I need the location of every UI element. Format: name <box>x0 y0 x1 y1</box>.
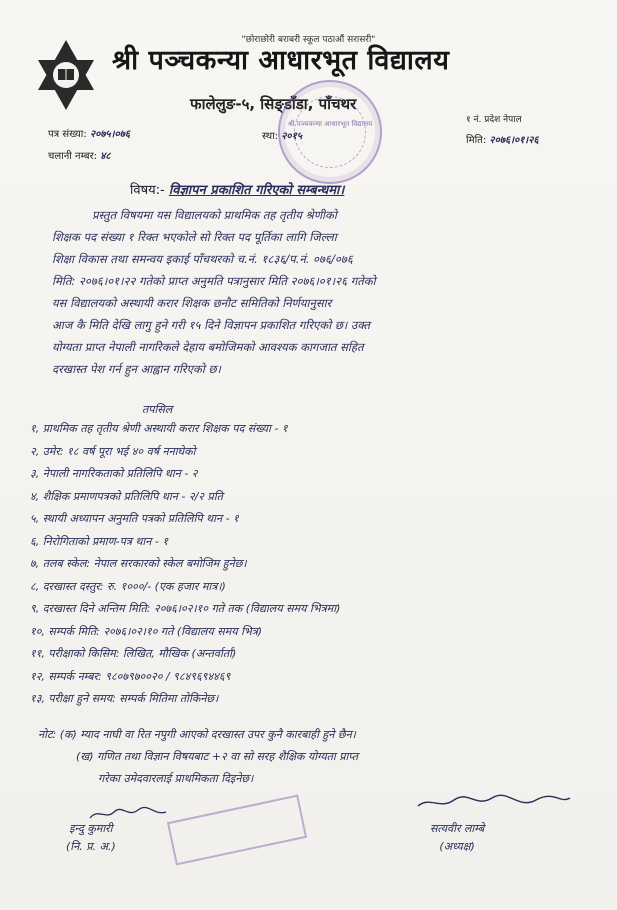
province: १ नं. प्रदेश नेपाल <box>466 115 522 125</box>
list-item: १३, परीक्षा हुने समय: सम्पर्क मितिमा तोकिनेछ। <box>30 692 219 705</box>
body-line: मिति: २०७६।०१।२२ गतेको प्राप्त अनुमति पत्रानुसार मिति २०७६।०१।२६ गतेको <box>52 274 376 288</box>
stamp-text: श्री पञ्चकन्या आधारभूत विद्यालय <box>287 120 373 128</box>
office-stamp <box>167 795 307 866</box>
letter-body <box>52 204 600 380</box>
body-line: शिक्षा विकास तथा समन्वय इकाई पाँचथरको च.नं. १८३६/प.नं. ०७६/०७६ <box>52 252 353 266</box>
list-item: ७, तलब स्केल: नेपाल सरकारको स्केल बमोजिम हुनेछ। <box>30 557 247 570</box>
right-signatory-name: सत्यवीर लाम्बे <box>430 822 485 835</box>
list-item: १, प्राथमिक तह तृतीय श्रेणी अस्थायी करार शिक्षक पद संख्या - १ <box>30 422 288 435</box>
established-value: २०१५ <box>281 131 303 142</box>
list-item: ५, स्थायी अध्यापन अनुमति पत्रको प्रतिलिपि थान - १ <box>30 512 239 525</box>
body-line: आज कै मिति देखि लागु हुने गरी १५ दिने विज्ञापन प्रकाशित गरिएको छ। उक्त <box>52 318 370 332</box>
left-signatory-name: इन्दु कुमारी <box>69 822 113 835</box>
list-item: ९, दरखास्त दिने अन्तिम मिति: २०७६।०२।१० गते तक (विद्यालय समय भित्रमा) <box>30 602 341 615</box>
body-line: दरखास्त पेश गर्न हुन आह्वान गरिएको छ। <box>52 362 221 376</box>
letter-date <box>466 132 539 146</box>
letter-number-value: २०७५।०७६ <box>89 129 131 140</box>
letter-number-label: पत्र संख्या: <box>48 129 87 140</box>
list-item: १०, सम्पर्क मिति: २०७६।०२।१० गते (विद्यालय समय भित्र) <box>30 624 263 638</box>
note-line: (ख) गणित तथा विज्ञान विषयबाट +२ वा सो सरह शैक्षिक योग्यता प्राप्त <box>76 750 359 763</box>
dispatch-number <box>48 148 111 162</box>
subject-label: विषय:- <box>130 183 165 198</box>
list-item: ४, शैक्षिक प्रमाणपत्रको प्रतिलिपि थान - २/२ प्रति <box>30 489 223 503</box>
list-item: २, उमेर: १८ वर्ष पूरा भई ४० वर्ष ननाघेको <box>30 444 196 458</box>
letter-date-label: मिति: <box>466 135 487 146</box>
subject-text: विज्ञापन प्रकाशित गरिएको सम्बन्धमा। <box>168 183 345 198</box>
body-line: यस विद्यालयको अस्थायी करार शिक्षक छनौट समितिको निर्णयानुसार <box>52 296 332 310</box>
note-line: गरेका उमेदवारलाई प्राथमिकता दिइनेछ। <box>98 772 254 785</box>
requirements-list <box>30 418 605 711</box>
right-signatory-title: (अध्यक्ष) <box>439 840 475 853</box>
body-line: प्रस्तुत विषयमा यस विद्यालयको प्राथमिक तह तृतीय श्रेणीको <box>92 208 337 222</box>
list-item: ६, निरोगिताको प्रमाण-पत्र थान - १ <box>30 534 169 548</box>
school-name: श्री पञ्चकन्या आधारभूत विद्यालय <box>112 45 450 76</box>
body-line: योग्यता प्राप्त नेपाली नागरिकले देहाय बमोजिमको आवश्यक कागजात सहित <box>52 340 364 354</box>
list-item: ११, परीक्षाको किसिम: लिखित, मौखिक (अन्तर्वार्ता) <box>30 647 237 660</box>
established-label: स्था: <box>262 131 279 142</box>
school-logo-icon <box>34 38 98 112</box>
list-item: ८, दरखास्त दस्तुर: रु. १०००/- (एक हजार मात्र।) <box>30 579 226 593</box>
note-line: नोट: (क) म्याद नाघी वा रित नपुगी आएको दरखास्त उपर कुनै कारबाही हुने छैन। <box>38 728 356 741</box>
letter-number <box>48 126 130 140</box>
left-signatory-title: (नि. प्र. अ.) <box>66 840 116 853</box>
letter-date-value: २०७६।०१।२६ <box>489 135 539 146</box>
established-year <box>262 128 302 142</box>
dispatch-number-value: ४८ <box>100 151 111 162</box>
list-item: १२, सम्पर्क नम्बर: ९८०७९७००२० / ९८४९६९४४६९ <box>30 669 231 683</box>
list-title: तपसिल <box>142 403 173 416</box>
list-item: ३, नेपाली नागरिकताको प्रतिलिपि थान - २ <box>30 467 198 480</box>
dispatch-number-label: चलानी नम्बर: <box>48 151 98 162</box>
slogan: "छोराछोरी बराबरी स्कूल पठाऔं सरासरी" <box>241 35 376 45</box>
school-address: फालेलुङ-५, सिङ्डाँडा, पाँचथर <box>190 95 357 113</box>
right-signature-block <box>430 800 484 856</box>
subject-line <box>130 180 344 198</box>
notes <box>38 724 608 790</box>
left-signature-block <box>66 800 116 856</box>
body-line: शिक्षक पद संख्या १ रिक्त भएकोले सो रिक्त पद पूर्तिका लागि जिल्ला <box>52 230 337 244</box>
